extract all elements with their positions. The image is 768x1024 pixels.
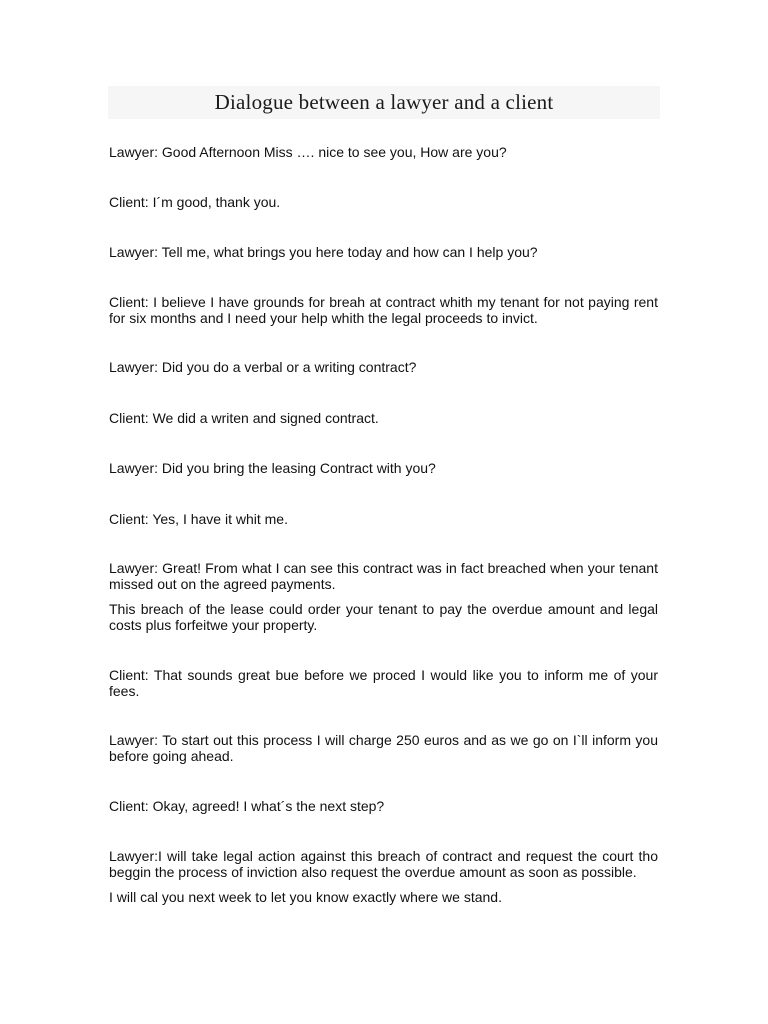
dialogue-line: This breach of the lease could order your tenant to pay the overdue amount and legal costs plus forfeitwe your property.: [109, 601, 658, 633]
dialogue-line: Lawyer: Good Afternoon Miss …. nice to see you, How are you?: [109, 144, 507, 160]
dialogue-line: Client: Okay, agreed! I what´s the next step?: [109, 798, 385, 814]
dialogue-line: Lawyer: Tell me, what brings you here today and how can I help you?: [109, 244, 538, 260]
dialogue-line: Client: Yes, I have it whit me.: [109, 511, 288, 527]
dialogue-line: Lawyer:I will take legal action against this breach of contract and request the court tho beggin the process of inviction also request the overdue amount as soon as possible.: [109, 848, 658, 880]
dialogue-line: Lawyer: Did you do a verbal or a writing contract?: [109, 359, 417, 375]
title-banner: [108, 86, 660, 119]
dialogue-line: Client: We did a writen and signed contract.: [109, 410, 379, 426]
dialogue-line: Lawyer: Did you bring the leasing Contract with you?: [109, 460, 436, 476]
dialogue-line: Lawyer: To start out this process I will charge 250 euros and as we go on I`ll inform you before going ahead.: [109, 732, 658, 764]
document-title: Dialogue between a lawyer and a client: [214, 90, 554, 114]
dialogue-line: Client: I believe I have grounds for breah at contract whith my tenant for not paying rent for six months and I need your help whith the legal proceeds to invict.: [109, 294, 658, 326]
dialogue-line: Lawyer: Great! From what I can see this contract was in fact breached when your tenant missed out on the agreed payments.: [109, 560, 658, 592]
dialogue-line: Client: That sounds great bue before we proced I would like you to inform me of your fees.: [109, 667, 658, 699]
dialogue-line: Client: I´m good, thank you.: [109, 194, 281, 210]
dialogue-line: I will cal you next week to let you know exactly where we stand.: [109, 889, 502, 905]
